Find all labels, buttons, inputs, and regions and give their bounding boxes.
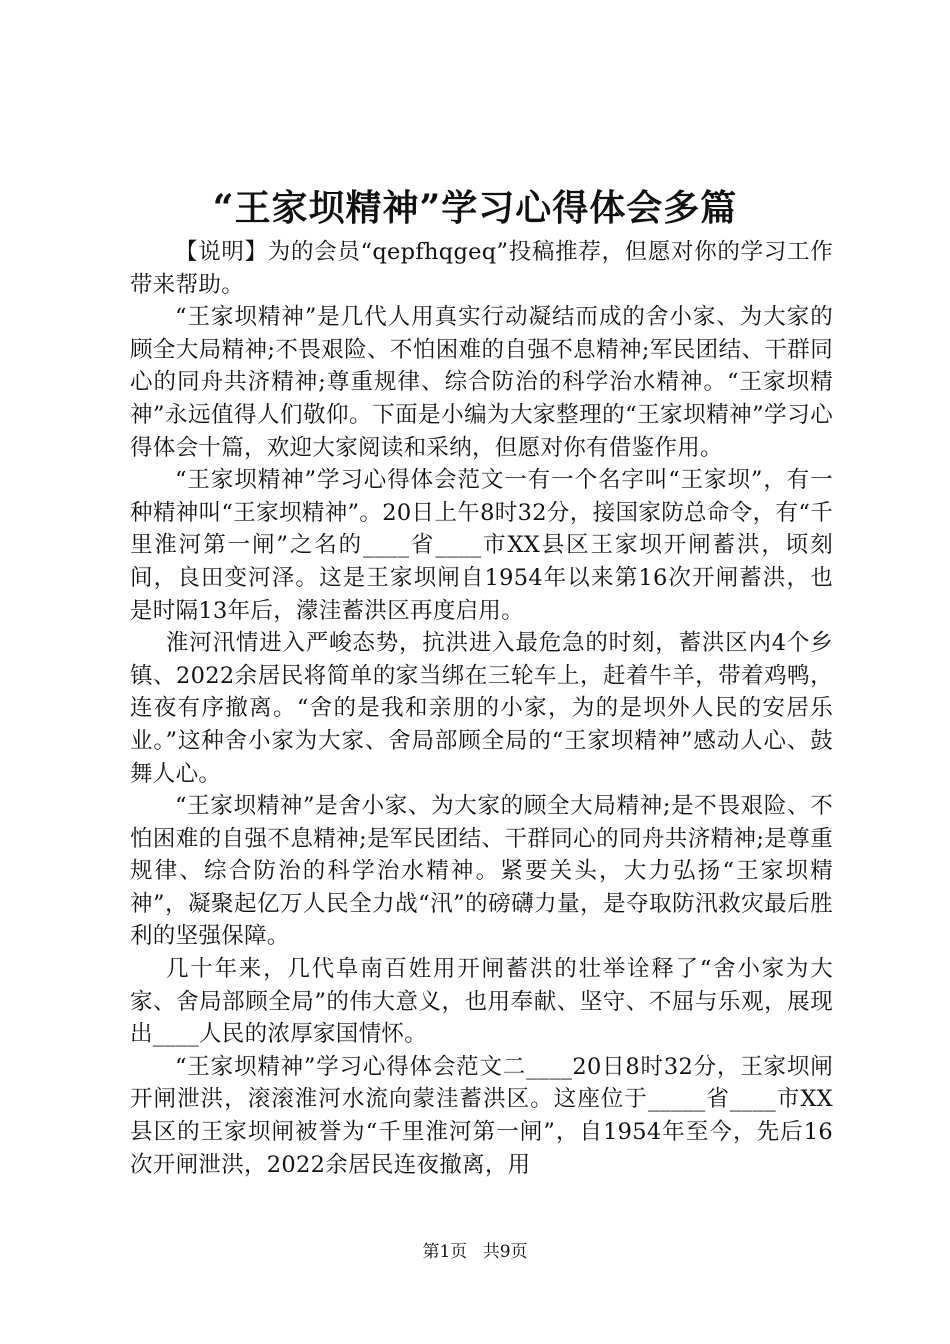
paragraph-decades: 几十年来，几代阜南百姓用开闸蓄洪的壮举诠释了“舍小家为大家、舍局部顾全局”的伟大意义，也用奉献、坚守、不屈与乐观，展现出____人民的浓厚家国情怀。 [130,956,833,1048]
page-footer [0,1240,950,1264]
document-body [130,236,833,1181]
paragraph-essay-one: “王家坝精神”学习心得体会范文一有一个名字叫“王家坝”，有一种精神叫“王家坝精神”。20日上午8时32分，接国家防总命令，有“千里淮河第一闸”之名的____省____市XX县区王家坝开闸蓄洪，顷刻间，良田变河泽。这是王家坝闸自1954年以来第16次开闸蓄洪，也是时隔13年后，濛洼蓄洪区再度启用。 [130,467,833,624]
document-title: “王家坝精神”学习心得体会多篇 [212,187,738,229]
paragraph-essay-two: “王家坝精神”学习心得体会范文二____20日8时32分，王家坝闸开闸泄洪，滚滚淮河水流向蒙洼蓄洪区。这座位于_____省____市XX县区的王家坝闸被誉为“千里淮河第一闸”，自1954年至今，先后16次开闸泄洪，2022余居民连夜撤离，用 [130,1053,833,1178]
page-number: 第1页 [422,1242,468,1262]
page-total: 共9页 [482,1242,528,1262]
paragraph-intro: “王家坝精神”是几代人用真实行动凝结而成的舍小家、为大家的顾全大局精神;不畏艰险、不怕困难的自强不息精神;军民团结、干群同心的同舟共济精神;尊重规律、综合防治的科学治水精神。“王家坝精神”永远值得人们敬仰。下面是小编为大家整理的“王家坝精神”学习心得体会十篇，欢迎大家阅读和采纳，但愿对你有借鉴作用。 [130,304,833,461]
paragraph-flood-situation: 淮河汛情进入严峻态势，抗洪进入最危急的时刻，蓄洪区内4个乡镇、2022余居民将简单的家当绑在三轮车上，赶着牛羊，带着鸡鸭，连夜有序撤离。“舍的是我和亲朋的小家，为的是坝外人民的安居乐业。”这种舍小家为大家、舍局部顾全局的“王家坝精神”感动人心、鼓舞人心。 [130,630,833,787]
paragraph-spirit: “王家坝精神”是舍小家、为大家的顾全大局精神;是不畏艰险、不怕困难的自强不息精神;是军民团结、干群同心的同舟共济精神;是尊重规律、综合防治的科学治水精神。紧要关头，大力弘扬“王家坝精神”，凝聚起亿万人民全力战“汛”的磅礴力量，是夺取防汛救灾最后胜利的坚强保障。 [130,793,833,950]
paragraph-note: 【说明】为的会员“qepfhqgeq”投稿推荐，但愿对你的学习工作带来帮助。 [130,239,833,298]
